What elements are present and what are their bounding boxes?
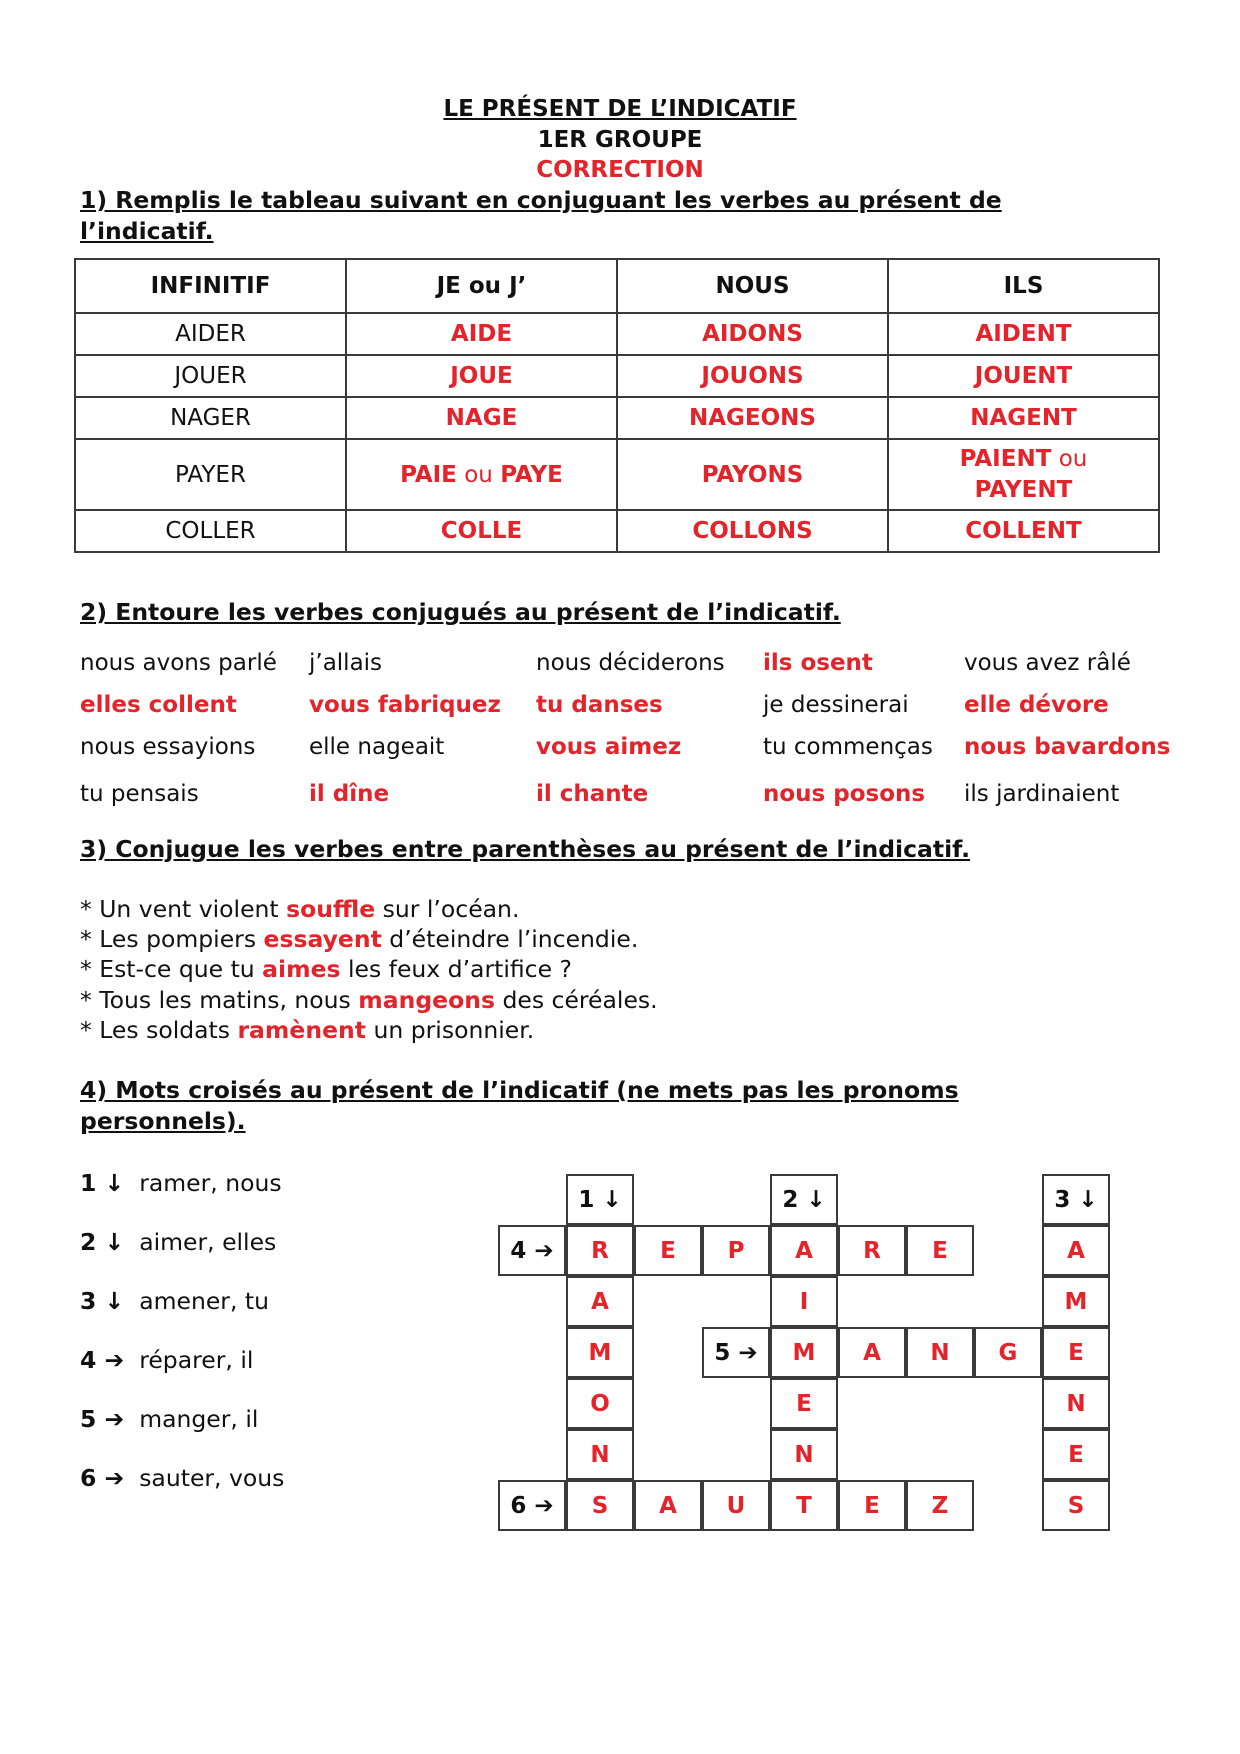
answer-cell: COLLE: [346, 510, 617, 552]
clue-label-1-down: 1 ↓: [566, 1174, 634, 1225]
clue-item: 6 ➔ sauter, vous: [80, 1464, 285, 1492]
verb-item-circled: vous fabriquez: [309, 692, 501, 718]
answer-cell: AIDENT: [888, 313, 1159, 355]
answer-cell: AIDE: [346, 313, 617, 355]
clue-item: 5 ➔ manger, il: [80, 1405, 259, 1433]
crossword-cell: R: [566, 1225, 634, 1276]
crossword-cell: G: [974, 1327, 1042, 1378]
crossword-cell: E: [1042, 1429, 1110, 1480]
crossword-cell: S: [1042, 1480, 1110, 1531]
section2-heading: 2) Entoure les verbes conjugués au présent de l’indicatif.: [80, 598, 841, 626]
table-row: [75, 439, 1159, 510]
crossword-cell: E: [838, 1480, 906, 1531]
verb-item-circled: elles collent: [80, 692, 237, 718]
crossword-cell: U: [702, 1480, 770, 1531]
col-header-infinitif: INFINITIF: [75, 259, 346, 313]
crossword-cell: A: [770, 1225, 838, 1276]
infinitive-cell: PAYER: [75, 439, 346, 510]
infinitive-cell: JOUER: [75, 355, 346, 397]
answer-cell: COLLENT: [888, 510, 1159, 552]
clue-item: 4 ➔ réparer, il: [80, 1346, 254, 1374]
table-row: [75, 510, 1159, 552]
crossword-cell: M: [1042, 1276, 1110, 1327]
crossword-cell: I: [770, 1276, 838, 1327]
crossword-cell: A: [634, 1480, 702, 1531]
crossword-cell: N: [566, 1429, 634, 1480]
answer-cell: NAGENT: [888, 397, 1159, 439]
crossword-cell: M: [770, 1327, 838, 1378]
crossword-cell: A: [566, 1276, 634, 1327]
clue-item: 1 ↓ ramer, nous: [80, 1169, 282, 1197]
crossword-cell: R: [838, 1225, 906, 1276]
sentence: * Un vent violent souffle sur l’océan.: [80, 895, 520, 923]
answer-cell: JOUONS: [617, 355, 888, 397]
verb-item-circled: nous bavardons: [964, 734, 1171, 760]
crossword-cell: E: [906, 1225, 974, 1276]
crossword-cell: A: [1042, 1225, 1110, 1276]
answer-word: ramènent: [237, 1016, 366, 1044]
verb-item: j’allais: [309, 650, 383, 676]
clue-label-5-across: 5 ➔: [702, 1327, 770, 1378]
verb-item-circled: il chante: [536, 781, 649, 807]
crossword-cell: S: [566, 1480, 634, 1531]
verb-item-circled: vous aimez: [536, 734, 682, 760]
answer-cell: PAYONS: [617, 439, 888, 510]
verb-item-circled: nous posons: [763, 781, 926, 807]
verb-item-circled: elle dévore: [964, 692, 1109, 718]
verb-item: ils jardinaient: [964, 781, 1120, 807]
verb-item: elle nageait: [309, 734, 445, 760]
verb-item: je dessinerai: [763, 692, 909, 718]
verb-item-circled: ils osent: [763, 650, 873, 676]
crossword-cell: A: [838, 1327, 906, 1378]
verb-item: tu commenças: [763, 734, 933, 760]
crossword-cell: E: [634, 1225, 702, 1276]
answer-cell: JOUENT: [888, 355, 1159, 397]
crossword-cell: M: [566, 1327, 634, 1378]
crossword-cell: E: [770, 1378, 838, 1429]
col-header-nous: NOUS: [617, 259, 888, 313]
clue-item: 3 ↓ amener, tu: [80, 1287, 269, 1315]
sentence: * Les pompiers essayent d’éteindre l’incendie.: [80, 925, 639, 953]
infinitive-cell: COLLER: [75, 510, 346, 552]
verb-item: tu pensais: [80, 781, 199, 807]
table-row: [75, 397, 1159, 439]
table-header-row: [75, 259, 1159, 313]
col-header-ils: ILS: [888, 259, 1159, 313]
answer-word: aimes: [262, 955, 341, 983]
clue-item: 2 ↓ aimer, elles: [80, 1228, 277, 1256]
section1-heading: 1) Remplis le tableau suivant en conjuguant les verbes au présent de l’indicatif.: [80, 186, 1002, 245]
section4-heading: 4) Mots croisés au présent de l’indicatif (ne mets pas les pronoms personnels).: [80, 1076, 959, 1135]
answer-cell: COLLONS: [617, 510, 888, 552]
conjugation-table: [74, 258, 1160, 553]
crossword-cell: O: [566, 1378, 634, 1429]
answer-cell: NAGEONS: [617, 397, 888, 439]
crossword-cell: T: [770, 1480, 838, 1531]
answer-word: essayent: [263, 925, 382, 953]
infinitive-cell: NAGER: [75, 397, 346, 439]
clue-label-4-across: 4 ➔: [498, 1225, 566, 1276]
infinitive-cell: AIDER: [75, 313, 346, 355]
clue-label-6-across: 6 ➔: [498, 1480, 566, 1531]
crossword-cell: N: [906, 1327, 974, 1378]
verb-item-circled: tu danses: [536, 692, 663, 718]
answer-cell: NAGE: [346, 397, 617, 439]
answer-word: souffle: [286, 895, 376, 923]
table-row: [75, 355, 1159, 397]
verb-item: nous essayions: [80, 734, 256, 760]
crossword-cell: Z: [906, 1480, 974, 1531]
crossword-cell: N: [1042, 1378, 1110, 1429]
col-header-je: JE ou J’: [346, 259, 617, 313]
verb-item: vous avez râlé: [964, 650, 1131, 676]
table-row: [75, 313, 1159, 355]
sentence: * Est-ce que tu aimes les feux d’artifice ?: [80, 955, 572, 983]
verb-item: nous avons parlé: [80, 650, 277, 676]
answer-cell: JOUE: [346, 355, 617, 397]
verb-item: nous déciderons: [536, 650, 725, 676]
crossword-cell: P: [702, 1225, 770, 1276]
answer-cell: PAIE ou PAYE: [346, 439, 617, 510]
answer-word: mangeons: [358, 986, 495, 1014]
section3-heading: 3) Conjugue les verbes entre parenthèses au présent de l’indicatif.: [80, 835, 971, 863]
verb-item-circled: il dîne: [309, 781, 390, 807]
page-title: LE PRÉSENT DE L’INDICATIF: [443, 96, 797, 122]
correction-label: CORRECTION: [536, 157, 704, 183]
page-subtitle: 1ER GROUPE: [537, 127, 703, 153]
clue-label-3-down: 3 ↓: [1042, 1174, 1110, 1225]
crossword-cell: E: [1042, 1327, 1110, 1378]
answer-cell: PAIENT ou PAYENT: [888, 439, 1159, 510]
sentence: * Tous les matins, nous mangeons des céréales.: [80, 986, 658, 1014]
sentence: * Les soldats ramènent un prisonnier.: [80, 1016, 535, 1044]
crossword-cell: N: [770, 1429, 838, 1480]
clue-label-2-down: 2 ↓: [770, 1174, 838, 1225]
answer-cell: AIDONS: [617, 313, 888, 355]
